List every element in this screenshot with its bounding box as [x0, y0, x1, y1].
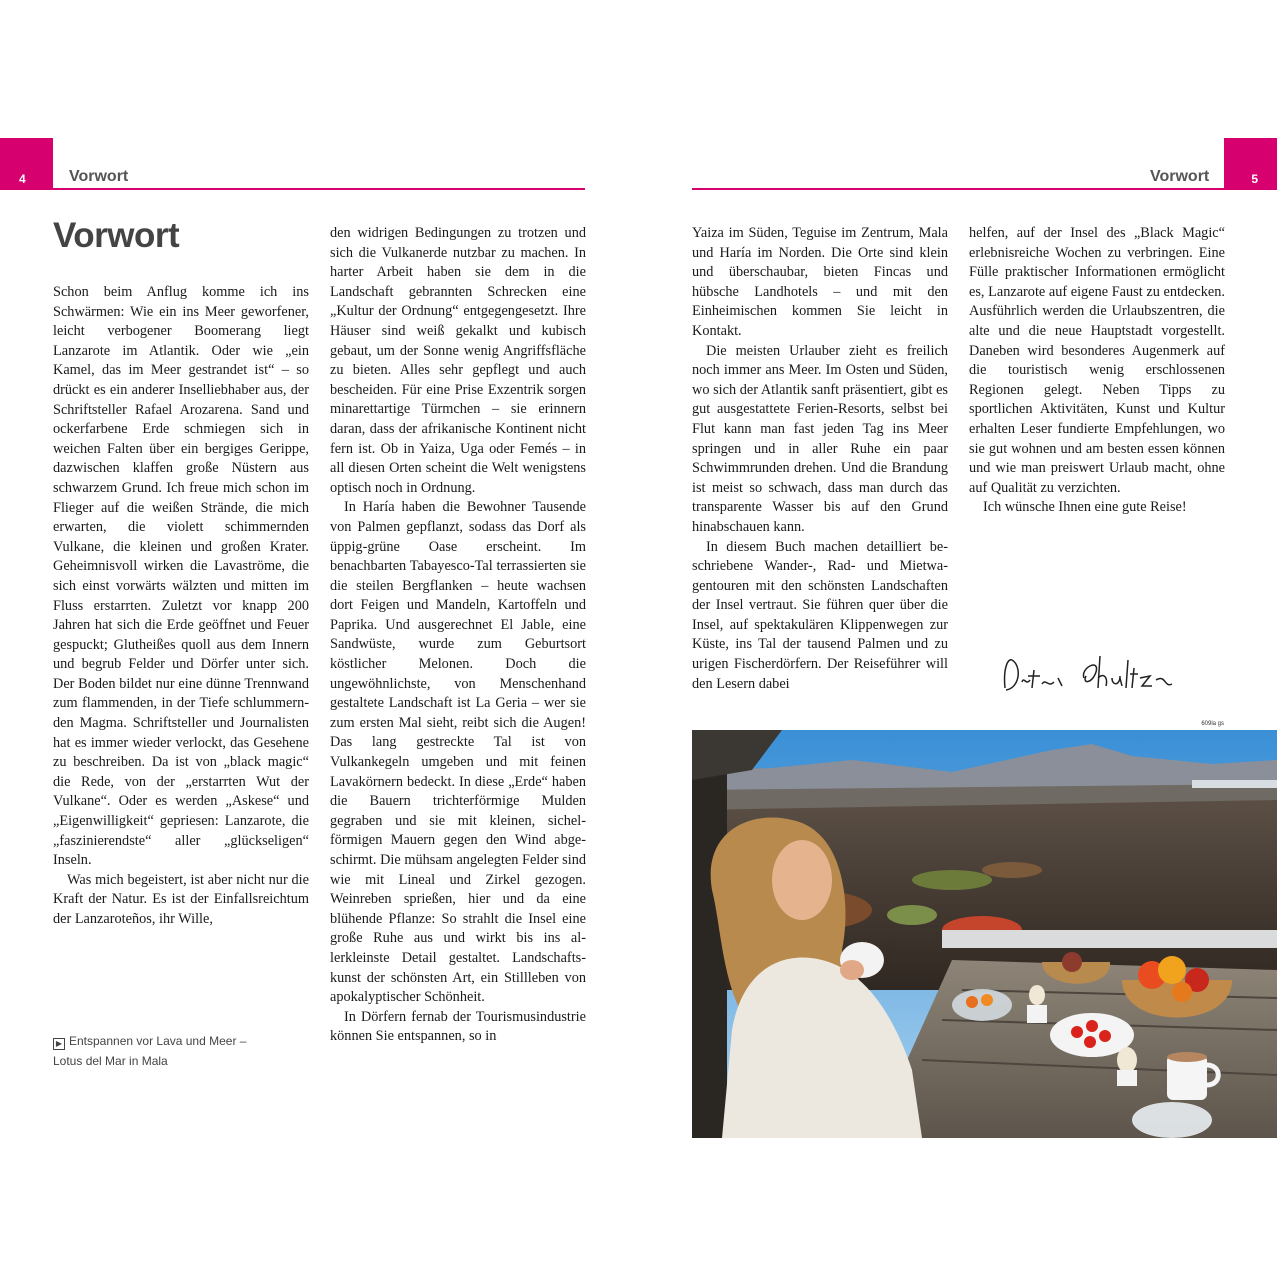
left-column-2: [330, 224, 586, 1047]
arrow-right-icon: ▶: [53, 1038, 65, 1050]
page-number-right: 5: [1251, 172, 1258, 186]
paragraph: den widrigen Bedingungen zu trotzen und sich die Vulkanerde nutzbar zu machen. In harter Arbeit haben sie dem in die Landschaft gebrannten Schrecken eine „Kultur der Ordnung“ entgegengesetzt. Ihre Häuser sind weiß gekalkt und kubisch gebaut, um der Sonne wenig Angriffsfläche zu bieten. Alles sehr gepflegt und auch bescheiden. Für eine Prise Exzentrik sorgen minarettartige Türmchen – sie erinnern daran, dass der afrikanische Kontinent nicht fern ist. Ob in Yaiza, Uga oder Femés – in all diesen Orten scheint die Welt wenigstens optisch noch in Ordnung.: [330, 225, 586, 496]
paragraph: helfen, auf der Insel des „Black Magic“ erlebnisreiche Wochen zu verbringen. Eine Fülle praktischer Informationen ermöglicht es, Lanzarote auf eigene Faust zu entdecken. Ausführlich werden die Urlaubszentren, die alte und die neue Hauptstadt vorgestellt. Daneben wird besonderes Augenmerk auf die touristisch wenig erschlossenen Regionen gelegt. Neben Tipps zu sportlichen Aktivitäten, Kunst und Kultur erhalten Leser fundierte Empfehlungen, wo sie gut wohnen und am besten essen können und wie man preiswert Urlaub macht, ohne auf Qualität zu verzichten.: [969, 225, 1225, 496]
page-number-left: 4: [19, 172, 26, 186]
author-signature: [1000, 648, 1180, 698]
paragraph: Schon beim Anflug komme ich ins Schwärmen: Wie ein ins Meer geworfener, leicht verbogener Boomerang liegt Lanzarote im Atlantik. Oder wie „ein Kamel, das im Meer gestrandet ist“ – so drückt es ein anderer Inselliebhaber aus, der Schriftsteller Rafael Arozarena. Sand und ockerfarbene Erde schmiegen sich in weichen Falten über ein bergiges Gerippe, dazwischen klaffen große Nüstern aus schwarzem Grund. Ich freue mich schon im Flieger auf die weißen Strände, die mich erwarten, die violett schimmernden Vulkane, die kleinen und großen Krater. Geheimnisvoll wirken die Lavaströme, die sich einst vorwärts wälzten und mitten im Fluss erstarrten. Zuletzt vor knapp 200 Jahren hat sich die Erde geöffnet und Feuer gespuckt; Glutheißes quoll aus dem Innern und begrub Felder und Dörfer unter sich. Der Boden bildet nur eine dünne Trennwand zum flammenden, in der Tiefe schlummernden Magma. Schriftsteller und Journalisten hat es immer wieder verlockt, das Gesehene zu beschreiben. Da ist von „black magic“ die Rede, von der „erstarrten Wut der Vulkane“. Oder es werden „Askese“ und „Eigenwilligkeit“ gepriesen: Lanzarote, die „faszinierendste“ aller „glückseligen“ Inseln.: [53, 284, 309, 869]
right-column-1: [692, 224, 948, 694]
header-rule-right: [692, 188, 1224, 190]
caption-line-2: Lotus del Mar in Mala: [53, 1054, 168, 1068]
left-column-1: [53, 283, 309, 930]
page-number-tab-left: [0, 138, 53, 190]
running-head-left: Vorwort: [69, 168, 129, 185]
photo-credit: 609la gs: [1201, 721, 1224, 727]
paragraph: Ich wünsche Ihnen eine gute Reise!: [983, 499, 1187, 516]
running-head-right: Vorwort: [1150, 168, 1210, 185]
paragraph: In Dörfern fernab der Tourismusindustrie können Sie entspannen, so in: [330, 1008, 586, 1045]
caption-line-1: Entspannen vor Lava und Meer –: [69, 1034, 247, 1048]
photo-woman-breakfast-lava-view: [692, 730, 1277, 1138]
page-title: Vorwort: [53, 216, 180, 255]
paragraph: Die meisten Urlauber zieht es freilich noch immer ans Meer. Im Osten und Süden, wo sich der Atlantik sanft präsentiert, gibt es gut ausgestattete Ferien-Resorts, selbst bei Flut kann man fast jeden Tag ins Meer springen und in aller Ruhe ein paar Schwimmrunden drehen. Und die Brandung ist meist so schwach, dass man durch das transparente Wasser bis auf den Grund hinabschauen kann.: [692, 342, 948, 535]
photo-caption: [53, 1031, 273, 1071]
paragraph: Yaiza im Süden, Teguise im Zentrum, Mala und Haría im Norden. Die Orte sind klein und überschaubar, bieten Fincas und hübsche Landhotels – und mit den Einheimischen kommen Sie leicht in Kontakt.: [692, 225, 948, 339]
header-rule-left: [53, 188, 585, 190]
paragraph: In Haría haben die Bewohner Tausende von Palmen gepflanzt, sodass das Dorf als üppig-grüne Oase erscheint. Im benachbarten Tabayesco-Tal terrassierten sie die steilen Bergflanken – heute wachsen dort Feigen und Mandeln, Kartoffeln und Paprika. Und ausgerechnet El Jable, eine Sandwüste, wurde zum Geburtsort köstlicher Melonen. Doch die ungewöhnlichste, von Menschenhand gestaltete Landschaft ist La Geria – wer sie zum ersten Mal sieht, reibt sich die Augen! Das lang gestreckte Tal ist von Vulkankegeln umgeben und mit feinen Lavakörnern bedeckt. In diese „Erde“ haben die Bauern trichterförmige Mulden gegraben und sie mit kleinen, sichelförmigen Mauern gegen den Wind abgeschirmt. Die mühsam angelegten Felder sind wie mit Lineal und Zirkel gezogen. Weinreben sprießen, hier und da eine blühende Pflanze: So strahlt die Insel eine große Ruhe aus und wirkt bis ins allerkleinste Detail gestaltet. Landschaftskunst der schönsten Art, ein Stillleben von apokalyptischer Schönheit.: [330, 499, 586, 1006]
page-number-tab-right: [1224, 138, 1277, 190]
right-column-2: [969, 224, 1225, 518]
paragraph: In diesem Buch machen detailliert beschriebene Wander-, Rad- und Mietwagentouren mit den schönsten Landschaften der Insel vertraut. Sie führen quer über die Insel, auf spektakulären Klippenwegen zur Küste, ins Tal der tausend Palmen und zu urigen Fischerdörfern. Der Reiseführer will den Lesern dabei: [692, 538, 948, 692]
paragraph: Was mich begeistert, ist aber nicht nur die Kraft der Natur. Es ist der Einfallsreichtum der Lanzaroteños, ihr Wille,: [53, 871, 309, 927]
